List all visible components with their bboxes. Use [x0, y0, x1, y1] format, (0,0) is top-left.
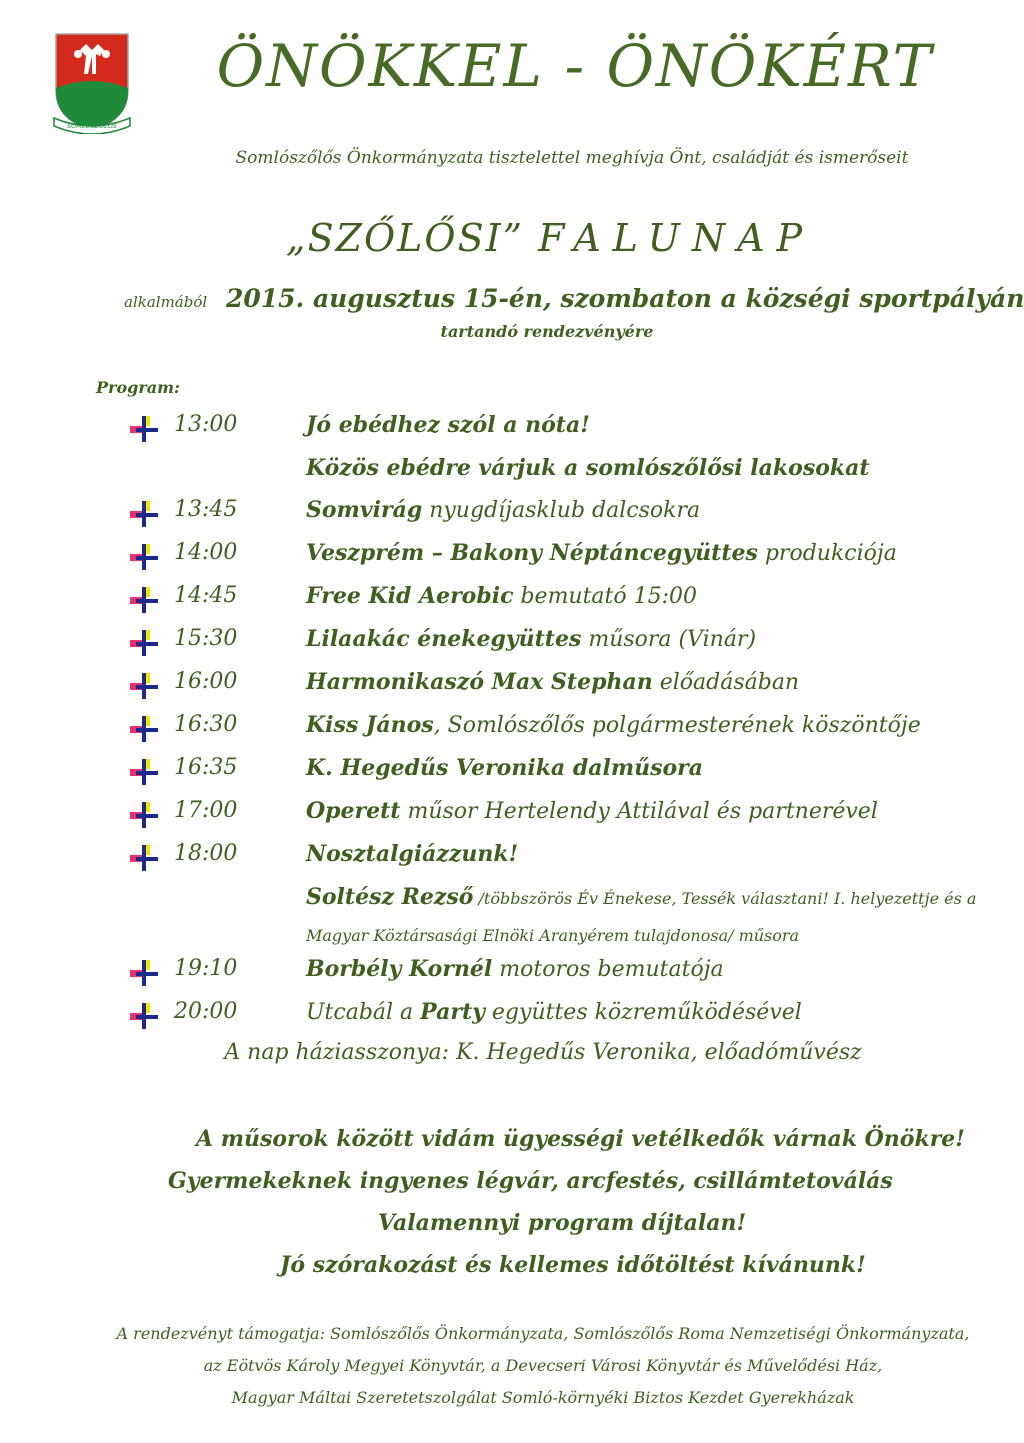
program-time: 16:30 — [174, 712, 238, 737]
program-time: 17:00 — [174, 798, 238, 823]
closing-line: A műsorok között vidám ügyességi vetélkedők várnak Önökre! — [196, 1126, 965, 1152]
program-time: 13:45 — [174, 497, 238, 522]
program-detail: nyugdíjasklub dalcsokra — [422, 498, 701, 523]
program-detail: produkciója — [757, 541, 897, 566]
program-performer: Soltész Rezső — [306, 884, 474, 910]
program-label: Program: — [96, 378, 180, 397]
program-performer: Veszprém – Bakony Néptáncegyüttes — [306, 540, 758, 566]
page-title: ÖNÖKKEL - ÖNÖKÉRT — [216, 32, 934, 100]
sponsor-line: az Eötvös Károly Megyei Könyvtár, a Devecseri Városi Könyvtár és Művelődési Ház, — [203, 1356, 883, 1375]
held-line: tartandó rendezvényére — [440, 322, 654, 341]
program-performer: K. Hegedűs Veronika dalműsora — [306, 755, 704, 781]
program-continuation — [306, 884, 976, 910]
program-detail: bemutató 15:00 — [513, 584, 698, 609]
occasion-line — [124, 284, 1024, 313]
program-time: 16:35 — [174, 755, 238, 780]
program-time: 16:00 — [174, 669, 238, 694]
program-performer: Somvirág — [306, 497, 423, 523]
program-time: 15:30 — [174, 626, 238, 651]
bullet-icon — [130, 673, 158, 699]
program-performer: Party — [420, 999, 485, 1025]
event-name — [0, 216, 1024, 260]
program-performer: Harmonikaszó Max Stephan — [306, 669, 653, 695]
program-performer: Free Kid Aerobic — [306, 583, 514, 609]
occasion-prefix: alkalmából — [124, 293, 208, 311]
program-time: 13:00 — [174, 412, 238, 437]
program-time: 14:45 — [174, 583, 238, 608]
bullet-icon — [130, 960, 158, 986]
program-continuation: Közös ebédre várjuk a somlószőlősi lakosokat — [306, 455, 870, 481]
bullet-icon — [130, 759, 158, 785]
program-detail: műsora (Vinár) — [581, 627, 757, 652]
program-detail: , Somlószőlős polgármesterének köszöntője — [433, 713, 921, 738]
event-name-word: FALUNAP — [538, 216, 815, 260]
program-performer: Operett — [306, 798, 401, 824]
bullet-icon — [130, 716, 158, 742]
program-performer: Nosztalgiázzunk! — [306, 841, 519, 867]
program-desc — [306, 583, 697, 609]
program-detail: /többszörös Év Énekese, Tessék választani! I. helyezettje és a — [473, 889, 977, 908]
program-desc — [306, 497, 700, 523]
program-performer: Jó ebédhez szól a nóta! — [306, 412, 590, 438]
bullet-icon — [130, 845, 158, 871]
sponsor-line: A rendezvényt támogatja: Somlószőlős Önkormányzata, Somlószőlős Roma Nemzetiségi Önkormányzata, — [116, 1324, 970, 1343]
bullet-icon — [130, 1003, 158, 1029]
invitation-line: Somlószőlős Önkormányzata tisztelettel meghívja Önt, családját és ismerőseit — [235, 148, 909, 168]
program-time: 14:00 — [174, 540, 238, 565]
program-desc — [306, 798, 878, 824]
bullet-icon — [130, 416, 158, 442]
program-detail: műsor Hertelendy Attilával és partnerével — [400, 799, 878, 824]
closing-line: Gyermekeknek ingyenes légvár, arcfestés, csillámtetoválás — [168, 1168, 893, 1194]
bullet-icon — [130, 630, 158, 656]
bullet-icon — [130, 544, 158, 570]
event-date-place: 2015. augusztus 15-én, szombaton a községi sportpályán — [225, 284, 1024, 313]
program-desc — [306, 626, 756, 652]
sponsor-line: Magyar Máltai Szeretetszolgálat Somló-környéki Biztos Kezdet Gyerekházak — [231, 1388, 855, 1407]
program-performer: Borbély Kornél — [306, 956, 493, 982]
program-performer: Lilaakác énekegyüttes — [306, 626, 582, 652]
program-detail: előadásában — [652, 670, 800, 695]
host-line: A nap háziasszonya: K. Hegedűs Veronika, előadóművész — [224, 1040, 862, 1065]
program-desc — [306, 841, 518, 867]
program-time: 18:00 — [174, 841, 238, 866]
program-time: 20:00 — [174, 999, 238, 1024]
program-desc — [306, 669, 799, 695]
program-time: 19:10 — [174, 956, 238, 981]
event-name-quoted: „SZŐLŐSI” — [285, 216, 525, 260]
program-detail-pre: Utcabál a — [306, 1000, 421, 1025]
bullet-icon — [130, 587, 158, 613]
program-desc — [306, 956, 724, 982]
program-detail: együttes közreműködésével — [484, 1000, 802, 1025]
closing-line: Valamennyi program díjtalan! — [378, 1210, 747, 1236]
program-desc — [306, 540, 897, 566]
bullet-icon — [130, 501, 158, 527]
program-desc — [306, 412, 590, 438]
program-desc — [306, 999, 802, 1025]
bullet-icon — [130, 802, 158, 828]
program-detail: motoros bemutatója — [492, 957, 724, 982]
program-desc — [306, 755, 703, 781]
crest-banner-text: SOMLÓSZŐLŐS — [67, 122, 117, 130]
program-desc — [306, 712, 921, 738]
program-performer: Kiss János — [306, 712, 434, 738]
program-continuation: Magyar Köztársasági Elnöki Aranyérem tulajdonosa/ műsora — [306, 926, 800, 945]
closing-line: Jó szórakozást és kellemes időtöltést kívánunk! — [280, 1252, 866, 1278]
